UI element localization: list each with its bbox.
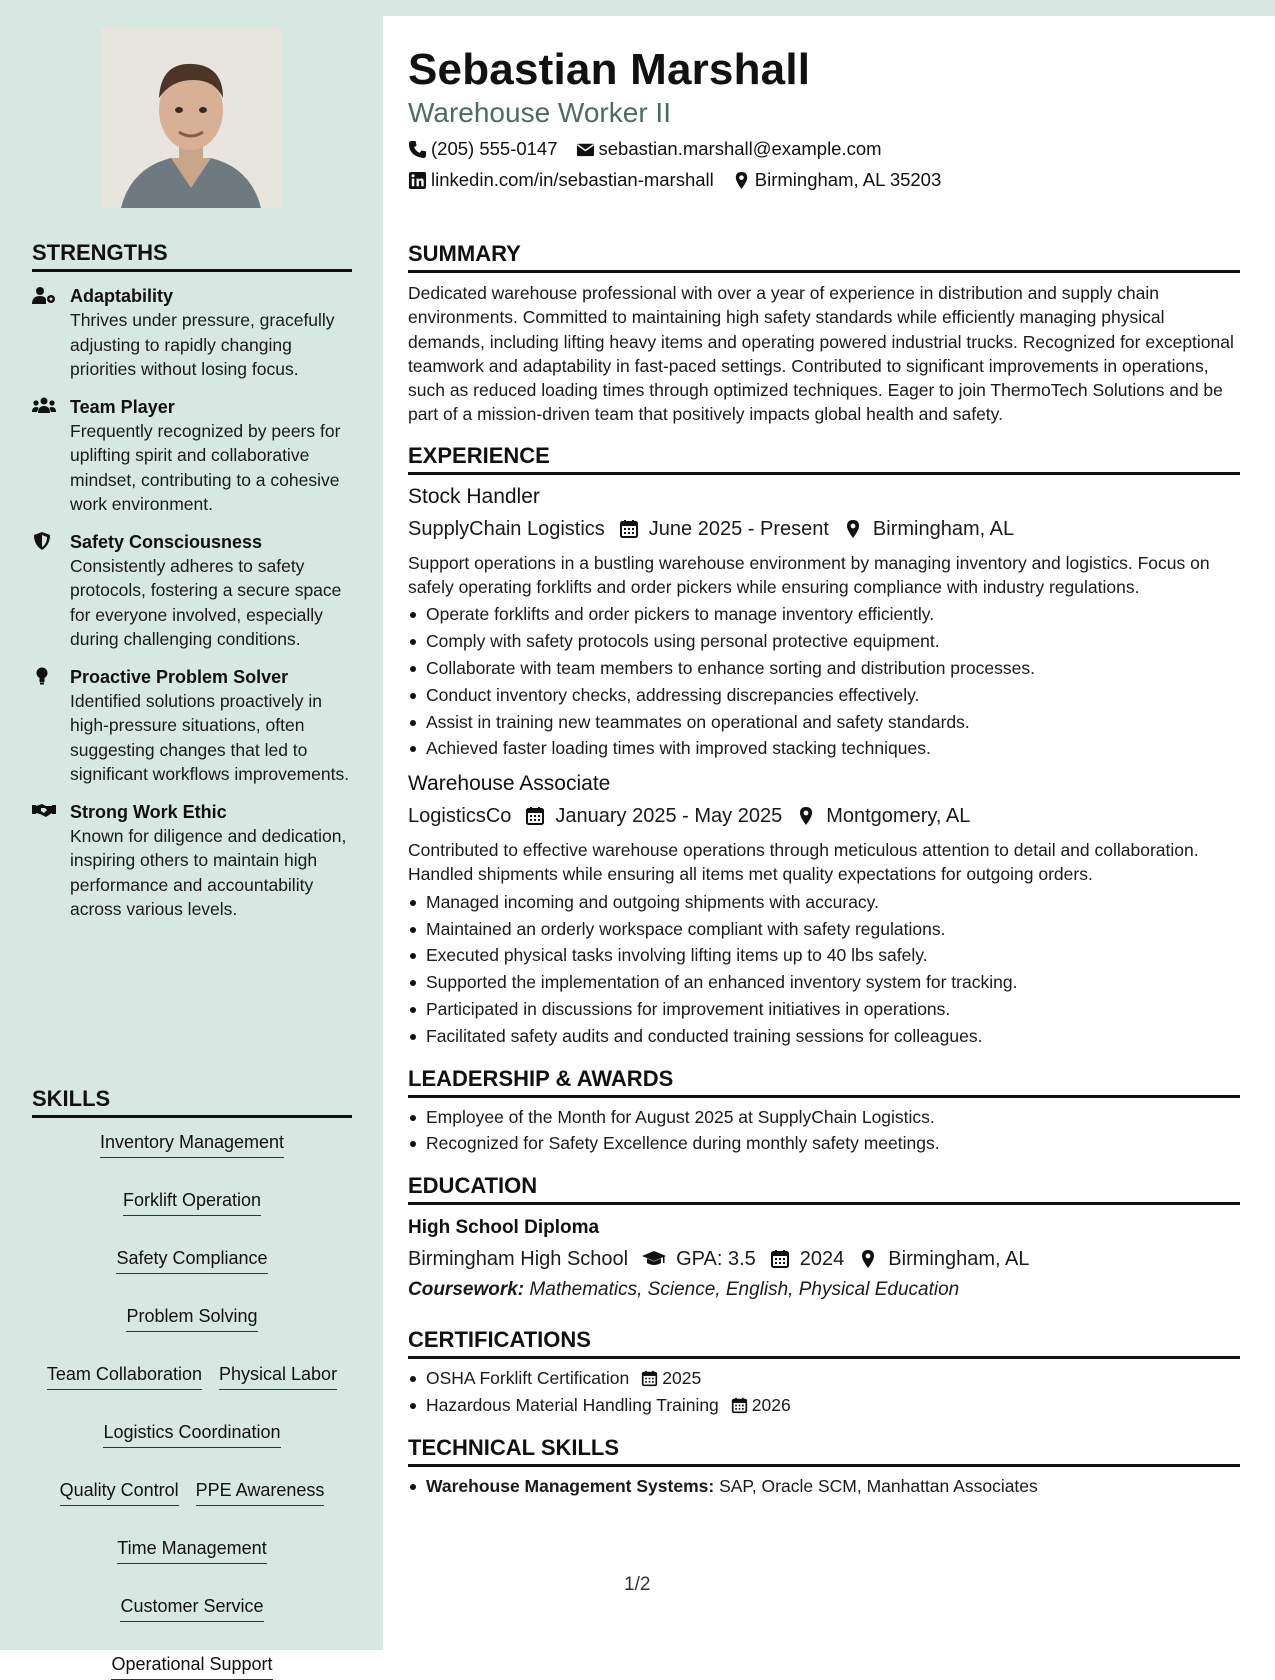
cert-year: 2026	[751, 1394, 791, 1415]
skills-section	[32, 1086, 352, 1680]
cert-row	[426, 1365, 1240, 1392]
strengths-section	[32, 240, 352, 922]
strength-title: Adaptability	[70, 286, 174, 306]
strength-desc: Known for diligence and dedication, inspiring others to maintain high performance and accountability across various levels.	[70, 825, 347, 919]
gpa-text: GPA: 3.5	[676, 1248, 756, 1271]
degree: High School Diploma	[408, 1217, 600, 1239]
leadership-heading: LEADERSHIP & AWARDS	[408, 1066, 1240, 1098]
list-item: Managed incoming and outgoing shipments with accuracy.	[408, 889, 1240, 916]
email-contact[interactable]	[576, 136, 882, 162]
calendar-icon	[641, 1370, 658, 1387]
list-item: Conduct inventory checks, addressing discrepancies effectively.	[408, 682, 1240, 709]
summary-heading: SUMMARY	[408, 241, 1240, 273]
strength-item	[32, 665, 352, 787]
education-heading: EDUCATION	[408, 1173, 1240, 1205]
graduation-cap-icon	[642, 1249, 666, 1269]
job-meta	[408, 802, 1240, 830]
job-location	[796, 802, 970, 830]
location-text: Birmingham, AL 35203	[754, 169, 942, 190]
year-text: 2024	[799, 1248, 845, 1271]
experience-heading: EXPERIENCE	[408, 443, 1240, 475]
users-icon	[32, 395, 70, 517]
skills-heading: SKILLS	[32, 1086, 352, 1118]
list-item: Supported the implementation of an enhanced inventory system for tracking.	[408, 969, 1240, 996]
handshake-icon	[32, 800, 70, 922]
tech-skill-label: Warehouse Management Systems:	[426, 1475, 715, 1496]
profile-photo	[101, 28, 281, 208]
linkedin-contact[interactable]	[408, 167, 714, 193]
map-pin-icon	[732, 171, 751, 190]
summary-section	[408, 241, 1240, 427]
strength-desc: Identified solutions proactively in high-pressure situations, often suggesting changes that led to significant workflows improvements.	[70, 690, 350, 784]
list-item: Employee of the Month for August 2025 at SupplyChain Logistics.	[408, 1104, 1240, 1131]
calendar-icon	[731, 1397, 748, 1414]
avatar	[101, 28, 281, 208]
technical-skills-list	[408, 1473, 1240, 1500]
skill-tag: Inventory Management	[100, 1130, 284, 1158]
map-pin-icon	[858, 1249, 878, 1269]
skill-tag: Problem Solving	[126, 1304, 257, 1332]
strength-desc: Frequently recognized by peers for uplifting spirit and collaborative mindset, contributing to a cohesive work environment.	[70, 420, 341, 514]
job-title: Warehouse Associate	[408, 772, 611, 796]
contact-row	[408, 136, 1240, 162]
job-location	[843, 515, 1014, 543]
skill-tag: Quality Control	[60, 1478, 179, 1506]
leadership-list	[408, 1104, 1240, 1158]
skill-tag: Time Management	[117, 1536, 266, 1564]
education-meta	[408, 1245, 1240, 1273]
skill-tag: Operational Support	[111, 1652, 272, 1680]
phone-text: (205) 555-0147	[431, 138, 558, 159]
list-item: Achieved faster loading times with improved stacking techniques.	[408, 735, 1240, 762]
skill-tag: Forklift Operation	[123, 1188, 261, 1216]
skill-tag: Logistics Coordination	[103, 1420, 280, 1448]
location-contact	[732, 167, 941, 193]
skill-tag: Customer Service	[120, 1594, 263, 1622]
envelope-icon	[576, 140, 595, 159]
list-item: Executed physical tasks involving lifting items up to 40 lbs safely.	[408, 942, 1240, 969]
job-dates	[525, 802, 782, 830]
skill-tag: Safety Compliance	[116, 1246, 267, 1274]
map-pin-icon	[843, 519, 863, 539]
list-item: Operate forklifts and order pickers to manage inventory efficiently.	[408, 601, 1240, 628]
gpa	[642, 1245, 756, 1273]
technical-skills-section	[408, 1435, 1240, 1500]
strength-title: Proactive Problem Solver	[70, 666, 289, 687]
user-gear-icon	[32, 284, 70, 382]
strength-title: Strong Work Ethic	[70, 801, 227, 822]
school: Birmingham High School	[408, 1248, 629, 1271]
job-entry	[408, 770, 1240, 1049]
skill-tag: PPE Awareness	[196, 1478, 325, 1506]
list-item: Participated in discussions for improvement initiatives in operations.	[408, 996, 1240, 1023]
strength-item	[32, 800, 352, 922]
lightbulb-icon	[32, 665, 70, 787]
job-bullets	[408, 601, 1240, 762]
phone-icon	[408, 140, 427, 159]
education-section	[408, 1173, 1240, 1303]
job-dates-text: June 2025 - Present	[648, 517, 829, 540]
cert-name: Hazardous Material Handling Training	[426, 1394, 719, 1415]
list-item	[408, 1392, 1240, 1419]
map-pin-icon	[796, 806, 816, 826]
list-item: Maintained an orderly workspace compliant with safety regulations.	[408, 916, 1240, 943]
contact-row	[408, 167, 1240, 193]
calendar-icon	[770, 1249, 790, 1269]
job-dates	[619, 515, 829, 543]
strength-desc: Thrives under pressure, gracefully adjusting to rapidly changing priorities without losing focus.	[70, 310, 335, 379]
experience-section	[408, 443, 1240, 1050]
job-description: Contributed to effective warehouse operations through meticulous attention to detail and collaboration. Handled shipments while ensuring all items met quality expectations for outgoing orders.	[408, 840, 1199, 885]
strength-item	[32, 395, 352, 517]
job-location-text: Birmingham, AL	[872, 517, 1015, 540]
calendar-icon	[619, 519, 639, 539]
certifications-heading: CERTIFICATIONS	[408, 1327, 1240, 1359]
strength-desc: Consistently adheres to safety protocols, fostering a secure space for everyone involved, especially during challenging conditions.	[70, 555, 342, 649]
shield-icon	[32, 530, 70, 652]
list-item: Facilitated safety audits and conducted training sessions for colleagues.	[408, 1023, 1240, 1050]
job-title-headline: Warehouse Worker II	[408, 97, 671, 128]
list-item: Recognized for Safety Excellence during monthly safety meetings.	[408, 1130, 1240, 1157]
coursework-label: Coursework:	[408, 1279, 525, 1301]
list-item: Comply with safety protocols using personal protective equipment.	[408, 628, 1240, 655]
list-item: Collaborate with team members to enhance sorting and distribution processes.	[408, 655, 1240, 682]
leadership-section	[408, 1066, 1240, 1158]
certifications-list	[408, 1365, 1240, 1419]
company: LogisticsCo	[408, 805, 512, 828]
company: SupplyChain Logistics	[408, 517, 605, 540]
list-item	[408, 1365, 1240, 1392]
job-dates-text: January 2025 - May 2025	[555, 805, 783, 828]
strengths-list	[32, 284, 352, 922]
coursework	[408, 1277, 1240, 1303]
list-item	[408, 1473, 1240, 1500]
education-location	[858, 1245, 1029, 1273]
job-meta	[408, 515, 1240, 543]
job-location-text: Montgomery, AL	[826, 805, 971, 828]
job-bullets	[408, 889, 1240, 1050]
linkedin-text: linkedin.com/in/sebastian-marshall	[431, 169, 714, 190]
education-location-text: Birmingham, AL	[888, 1248, 1030, 1271]
skill-tag: Team Collaboration	[47, 1362, 202, 1390]
strength-item	[32, 530, 352, 652]
strength-item	[32, 284, 352, 382]
strengths-heading: STRENGTHS	[32, 240, 352, 272]
cert-row	[426, 1392, 1240, 1419]
certifications-section	[408, 1327, 1240, 1419]
cert-year: 2025	[662, 1368, 702, 1389]
main-column	[408, 16, 1240, 1500]
strength-title: Safety Consciousness	[70, 531, 263, 552]
job-description: Support operations in a bustling warehouse environment by managing inventory and logistics. Focus on safely operating forklifts and order pickers while ensuring compliance with industry regulations.	[408, 552, 1210, 598]
skills-list	[32, 1130, 352, 1680]
linkedin-icon	[408, 171, 427, 190]
summary-text: Dedicated warehouse professional with over a year of experience in distribution and supply chain environments. Committed to maintaining high safety standards while efficiently managing physical demands, including lifting heavy items and operating powered industrial trucks. Recognized for exceptional teamwork and adaptability in fast-paced settings. Contributed to significant improvements in operations, such as reduced loading times through optimized techniques. Eager to join ThermoTech Solutions and be part of a mission-driven team that positively impacts global health and safety.	[408, 283, 1234, 425]
technical-skills-heading: TECHNICAL SKILLS	[408, 1435, 1240, 1467]
skill-tag: Physical Labor	[219, 1362, 337, 1390]
strength-title: Team Player	[70, 396, 175, 417]
job-entry	[408, 483, 1240, 762]
cert-name: OSHA Forklift Certification	[426, 1368, 630, 1389]
calendar-icon	[525, 806, 545, 826]
tech-skill-value: SAP, Oracle SCM, Manhattan Associates	[719, 1475, 1038, 1496]
candidate-name: Sebastian Marshall	[408, 45, 811, 94]
page-number: 1/2	[624, 1574, 651, 1595]
list-item: Assist in training new teammates on operational and safety standards.	[408, 709, 1240, 736]
email-text: sebastian.marshall@example.com	[598, 138, 882, 159]
education-year	[770, 1245, 845, 1273]
coursework-text: Mathematics, Science, English, Physical Education	[529, 1279, 960, 1301]
job-title: Stock Handler	[408, 484, 540, 508]
phone-contact[interactable]	[408, 136, 558, 162]
